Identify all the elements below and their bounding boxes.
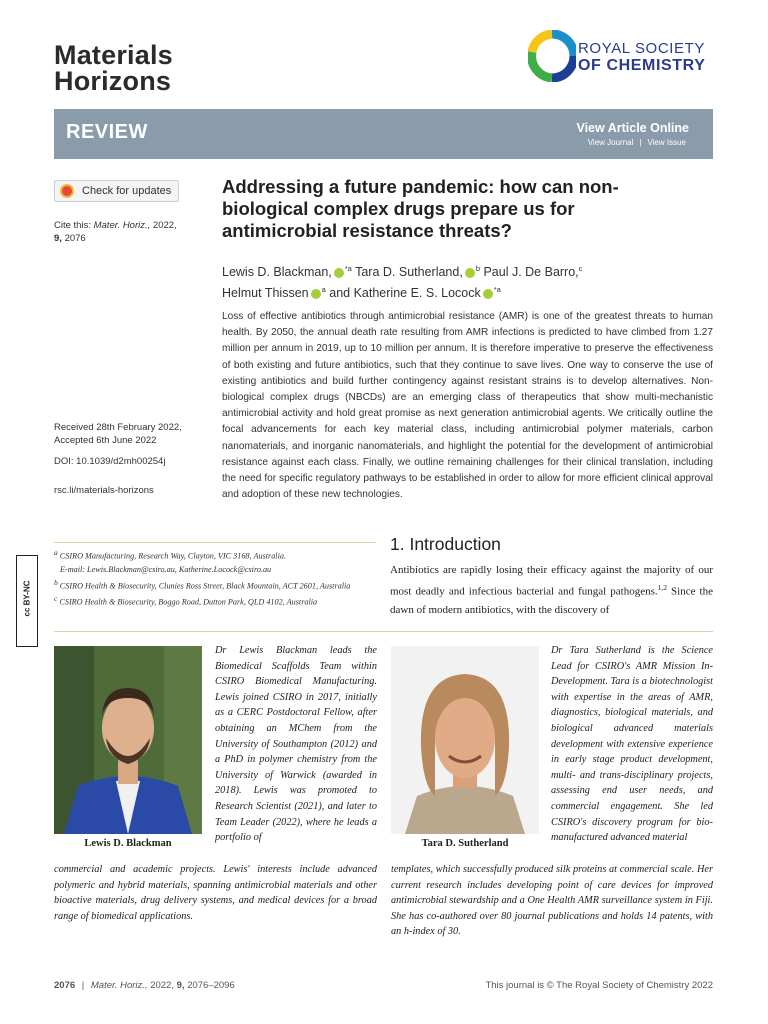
affiliation-marker: a [54, 548, 58, 557]
page-footer-left [54, 980, 235, 991]
author-bio-bottom: commercial and academic projects. Lewis' interests include advanced polymeric and hybrid materials, spanning antimicrobial materials and other bioactive materials, drug delivery systems, and medical devices for a broad range of biomedical applications. [54, 864, 377, 922]
author-name: Lewis D. Blackman, [222, 265, 332, 280]
affiliation-b: CSIRO Health & Biosecurity, Clunies Ross Street, Black Mountain, ACT 2601, Australia [59, 581, 351, 591]
publisher-line1: ROYAL SOCIETY [578, 40, 705, 57]
author-affiliation: *a [344, 264, 352, 273]
citation-ref[interactable]: 1,2 [657, 583, 667, 592]
accepted-date: Accepted 6th June 2022 [54, 435, 157, 446]
check-for-updates-button[interactable] [54, 180, 179, 202]
check-for-updates-label: Check for updates [82, 185, 172, 197]
affiliation-a: CSIRO Manufacturing, Research Way, Clayton, VIC 3168, Australia. [59, 551, 286, 561]
article-title: Addressing a future pandemic: how can non-biological complex drugs prepare us for antimicrobial resistance threats? [222, 176, 619, 241]
author-affiliation: a [321, 285, 326, 295]
author-photo-sutherland [391, 646, 539, 834]
affiliation-marker: c [54, 594, 58, 604]
author-affiliation: *a [493, 285, 501, 295]
orcid-icon[interactable] [311, 289, 321, 299]
journal-name-line2: Horizons [54, 66, 172, 96]
affiliations [54, 546, 384, 609]
author-bio-side: Dr Tara Sutherland is the Science Lead for CSIRO's AMR Mission In-Development. Tara is a biotechnologist with expertise in the areas of AMR, diagnostics, biological materials, and biological advanced materials development with extensive experience in early stage product development, multi- and trans-disciplinary projects, assessing end user needs, and commercial engagement. She led CSIRO's discovery program for bio-manufactured advanced material [551, 645, 713, 844]
intro-paragraph [390, 561, 713, 619]
orcid-icon[interactable] [483, 289, 493, 299]
view-article-online-link[interactable]: View Article Online [576, 121, 689, 135]
doi[interactable]: DOI: 10.1039/d2mh00254j [54, 456, 166, 467]
cite-volume: 9, [54, 233, 62, 244]
author-bio-bottom: templates, which successfully produced silk proteins at commercial scale. Her current research includes developing point of care devices for improved antimicrobial stewardship and a One Health AMR surveillance system in Fiji. She has co-authored over 80 journal publications and holds 14 patents, with an h-index of 30. [391, 864, 713, 938]
rsc-logo-icon [528, 30, 576, 82]
divider [54, 542, 376, 543]
citation [54, 219, 184, 245]
author-affiliation: c [578, 264, 583, 273]
author-name: Tara D. Sutherland, [355, 265, 463, 280]
footer-volume: 9, [176, 980, 185, 991]
author-name: and Katherine E. S. Locock [329, 286, 481, 301]
footer-year: 2022, [150, 980, 174, 991]
author-name: Paul J. De Barro, [483, 265, 579, 280]
received-date: Received 28th February 2022, [54, 422, 182, 433]
author-affiliation: b [475, 264, 480, 273]
journal-name-line1: Materials [54, 40, 173, 70]
footer-pages: 2076–2096 [187, 980, 235, 991]
copyright-notice: This journal is © The Royal Society of Chemistry 2022 [485, 980, 713, 991]
photo-caption: Tara D. Sutherland [421, 838, 509, 849]
divider [54, 631, 713, 632]
cite-year: 2022, [152, 220, 177, 231]
journal-url[interactable]: rsc.li/materials-horizons [54, 485, 154, 496]
footer-journal: Mater. Horiz., [90, 980, 148, 991]
cite-page: 2076 [64, 233, 86, 244]
update-icon [60, 184, 74, 198]
publisher-line2: OF CHEMISTRY [578, 57, 706, 74]
page-number: 2076 [54, 980, 76, 991]
affiliation-marker: b [54, 577, 58, 587]
license-label: cc BY-NC [22, 580, 32, 617]
intro-text-2: Since the dawn of modern antibiotics, with the discovery of [390, 585, 713, 616]
affiliation-email[interactable]: E-mail: Lewis.Blackman@csiro.au, Katherine.Locock@csiro.au [60, 564, 272, 574]
abstract: Loss of effective antibiotics through antimicrobial resistance (AMR) is one of the greatest threats to human health. By 2050, the annual death rate resulting from AMR infections is predicted to have climbed from 1.27 million per annum in 2019, up to 10 million per annum. It is therefore imperative to preserve the effectiveness of both existing and future antibiotics, such that they continue to save lives. One way to conserve the use of existing antibiotics and build further contingency against resistant strains is to develop alternatives. Non-biological complex drugs (NBCDs) are an emerging class of therapeutics that show multi-mechanistic antimicrobial activity and hold great promise as next generation antimicrobial agents. We critically outline the focal advancements for each key material class, including antimicrobial polymer materials, carbon nanomaterials, and inorganic nanomaterials, and highlight the potential for the development of antimicrobial resistance against each class. Finally, we outline remaining challenges for their clinical translation, including the need for specific regulatory pathways to be established in order to allow for more efficient clinical approval and adoption of these new technologies. [222, 311, 713, 501]
separator: | [81, 980, 85, 991]
publisher-name [578, 40, 706, 74]
view-journal-link[interactable]: View Journal [587, 138, 634, 147]
cite-prefix: Cite this: [54, 220, 91, 231]
view-issue-link[interactable]: View Issue [647, 138, 686, 147]
author-photo-blackman [54, 646, 202, 834]
separator: | [639, 138, 642, 147]
author-list [222, 260, 702, 302]
license-badge[interactable] [16, 555, 38, 647]
orcid-icon[interactable] [465, 268, 475, 278]
journal-name [54, 42, 173, 94]
article-type-label: REVIEW [66, 121, 148, 143]
orcid-icon[interactable] [334, 268, 344, 278]
section-heading: 1. Introduction [390, 534, 501, 554]
author-bio-side: Dr Lewis Blackman leads the Biomedical Scaffolds Team within CSIRO Biomedical Manufacturing. Lewis joined CSIRO in 2017, initially as a CERC Postdoctoral Fellow, after obtaining an MChem from the University of Southampton (2012) and a PhD in polymer chemistry from the University of Warwick (awarded in 2018). Lewis was promoted to Research Scientist (2021), and later to Team Leader (2022), where he leads a portfolio of [215, 645, 377, 844]
affiliation-c: CSIRO Health & Biosecurity, Boggo Road, Dutton Park, QLD 4102, Australia [59, 598, 318, 608]
author-name: Helmut Thissen [222, 286, 309, 301]
cite-journal: Mater. Horiz., [93, 220, 151, 231]
photo-caption: Lewis D. Blackman [84, 838, 172, 849]
banner-links [585, 138, 689, 147]
intro-text: Antibiotics are rapidly losing their efficacy against the majority of our most deadly and infectious bacterial and fungal pathogens. [390, 564, 713, 598]
